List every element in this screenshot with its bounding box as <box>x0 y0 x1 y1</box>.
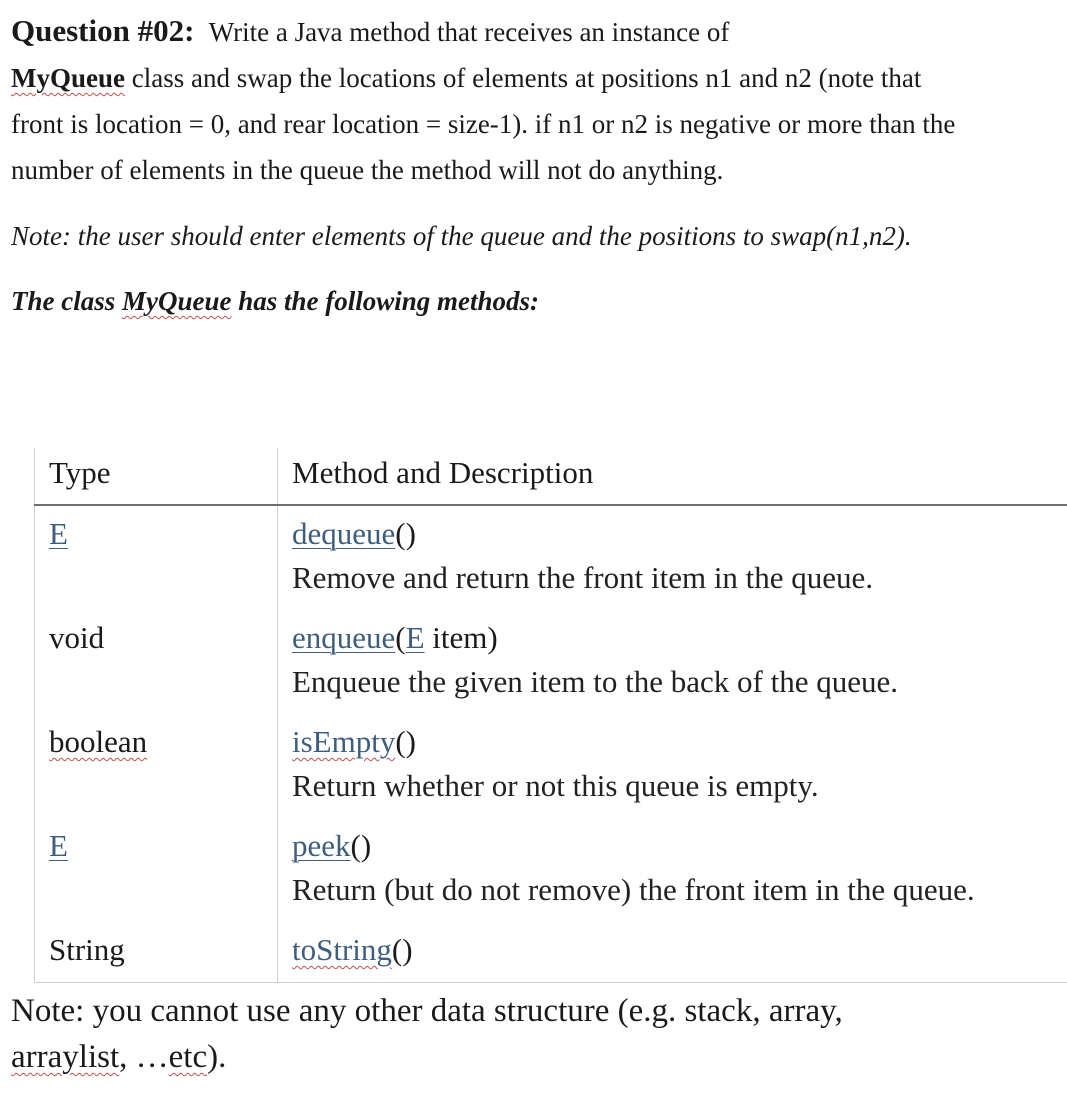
method-description: Return (but do not remove) the front item in the queue. <box>292 872 975 907</box>
question-class-name: MyQueue <box>11 63 125 93</box>
param-type-link[interactable]: E <box>405 620 425 655</box>
question-text-part2: class and swap the locations of elements at positions n1 and n2 (note that front is location = 0, and rear location = size-1). if n1 or n2 is negative or more than the number of elements in the queue the method will not do anything. <box>11 63 956 185</box>
footer-note-before: Note: you cannot use any other data structure (e.g. stack, array, <box>11 993 843 1029</box>
class-heading-before: The class <box>11 286 116 316</box>
question-label: Question #02: <box>11 13 195 48</box>
method-description: Return whether or not this queue is empty. <box>292 768 819 803</box>
type-cell: void <box>35 610 278 714</box>
method-cell <box>278 818 1067 922</box>
note-paragraph: Note: the user should enter elements of the queue and the positions to swap(n1,n2). <box>11 221 912 251</box>
type-cell: String <box>35 922 278 983</box>
type-link[interactable]: E <box>49 828 68 863</box>
table-row <box>35 505 1067 610</box>
header-method-description: Method and Description <box>278 448 1067 505</box>
document-page <box>11 0 1061 321</box>
method-cell <box>278 714 1067 818</box>
table-row <box>35 610 1067 714</box>
type-cell <box>35 818 278 922</box>
method-signature-rest: () <box>391 932 413 967</box>
class-heading <box>11 281 1061 321</box>
footer-note <box>11 988 1011 1080</box>
method-signature-rest: item) <box>424 620 498 655</box>
method-description: Remove and return the front item in the queue. <box>292 560 874 595</box>
method-paren: ( <box>395 620 406 655</box>
type-text: boolean <box>49 724 148 759</box>
method-cell <box>278 505 1067 610</box>
method-link-tostring[interactable]: toString <box>292 932 392 967</box>
method-cell <box>278 610 1067 714</box>
header-type: Type <box>35 448 278 505</box>
type-cell <box>35 714 278 818</box>
table-row <box>35 818 1067 922</box>
type-cell <box>35 505 278 610</box>
method-cell <box>278 922 1067 983</box>
methods-table <box>34 448 1067 983</box>
method-link-peek[interactable]: peek <box>292 828 351 863</box>
class-heading-after: has the following methods: <box>238 286 540 316</box>
table-header-row <box>35 448 1067 505</box>
method-description: Enqueue the given item to the back of the queue. <box>292 664 899 699</box>
question-paragraph <box>11 0 971 193</box>
table-row <box>35 922 1067 983</box>
method-signature-rest: () <box>350 828 372 863</box>
method-link-dequeue[interactable]: dequeue <box>292 516 396 551</box>
method-signature-rest: () <box>395 516 416 551</box>
footer-note-middle: , … <box>119 1039 169 1075</box>
class-heading-class-name: MyQueue <box>122 286 232 316</box>
question-text-part1: Write a Java method that receives an instance of <box>208 17 730 47</box>
footer-note-word1: arraylist <box>11 1039 120 1075</box>
footer-note-after: ). <box>207 1039 227 1075</box>
type-link[interactable]: E <box>49 516 68 551</box>
footer-note-word2: etc <box>168 1039 208 1075</box>
table-row <box>35 714 1067 818</box>
method-signature-rest: () <box>395 724 416 759</box>
method-link-isempty[interactable]: isEmpty <box>292 724 396 759</box>
method-link-enqueue[interactable]: enqueue <box>292 620 396 655</box>
